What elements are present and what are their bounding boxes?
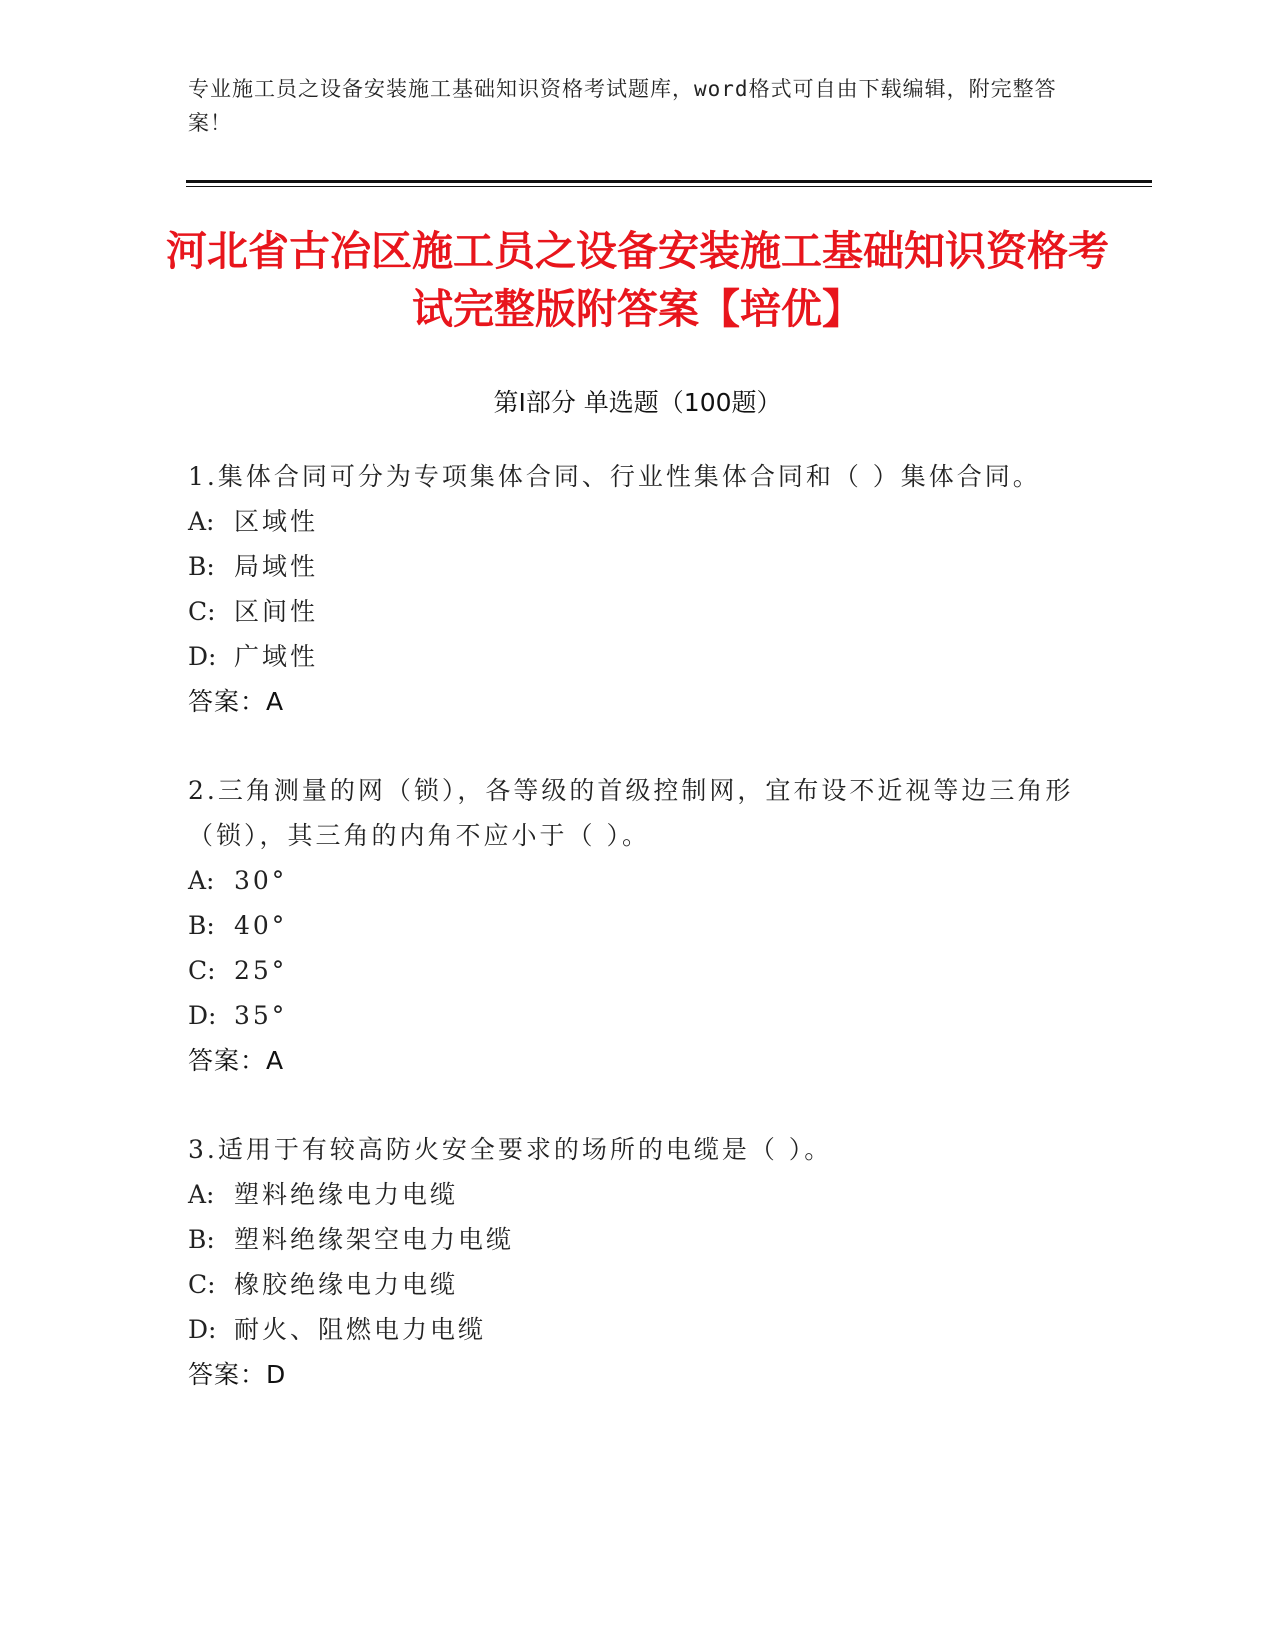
option-key: C:: [188, 956, 216, 985]
option-text: 耐火、阻燃电力电缆: [234, 1315, 487, 1344]
answer-line: 答案：A: [188, 1046, 285, 1075]
option-text: 40°: [234, 911, 288, 940]
header-note: 专业施工员之设备安装施工基础知识资格考试题库，word格式可自由下载编辑，附完整答案！: [188, 77, 1057, 135]
option-c: [188, 589, 1088, 634]
option-b: [188, 903, 1088, 948]
option-text: 30°: [234, 866, 288, 895]
header-divider-thick: [186, 180, 1152, 183]
answer-line: 答案：D: [188, 1360, 287, 1389]
option-key: B:: [188, 552, 215, 581]
header-divider-thin: [186, 186, 1152, 187]
option-text: 区域性: [234, 507, 319, 536]
question-stem: 3.适用于有较高防火安全要求的场所的电缆是（ ）。: [188, 1135, 833, 1164]
option-d: [188, 993, 1088, 1038]
option-text: 25°: [234, 956, 288, 985]
option-key: D:: [188, 1001, 217, 1030]
option-a: [188, 1172, 1088, 1217]
option-text: 广域性: [234, 642, 319, 671]
option-text: 塑料绝缘架空电力电缆: [234, 1225, 515, 1254]
option-key: D:: [188, 642, 217, 671]
option-key: B:: [188, 911, 215, 940]
question-1: [188, 454, 1088, 724]
option-key: D:: [188, 1315, 217, 1344]
option-c: [188, 948, 1088, 993]
option-b: [188, 544, 1088, 589]
option-key: C:: [188, 1270, 216, 1299]
option-d: [188, 1307, 1088, 1352]
option-b: [188, 1217, 1088, 1262]
option-key: A:: [188, 866, 215, 895]
option-a: [188, 499, 1088, 544]
option-key: A:: [188, 1180, 215, 1209]
question-3: [188, 1127, 1088, 1397]
option-c: [188, 1262, 1088, 1307]
option-text: 橡胶绝缘电力电缆: [234, 1270, 459, 1299]
document-title: 河北省古冶区施工员之设备安装施工基础知识资格考试完整版附答案【培优】: [166, 227, 1109, 333]
option-key: B:: [188, 1225, 215, 1254]
option-a: [188, 858, 1088, 903]
question-stem: 1.集体合同可分为专项集体合同、行业性集体合同和（ ）集体合同。: [188, 462, 1041, 491]
option-text: 局域性: [234, 552, 319, 581]
section-heading: 第Ⅰ部分 单选题（100题）: [493, 388, 782, 417]
option-key: A:: [188, 507, 215, 536]
option-text: 塑料绝缘电力电缆: [234, 1180, 459, 1209]
option-key: C:: [188, 597, 216, 626]
option-text: 35°: [234, 1001, 288, 1030]
answer-line: 答案：A: [188, 687, 285, 716]
option-d: [188, 634, 1088, 679]
question-stem: 2.三角测量的网（锁），各等级的首级控制网，宜布设不近视等边三角形（锁），其三角的内角不应小于（ ）。: [188, 776, 1074, 850]
option-text: 区间性: [234, 597, 319, 626]
question-2: [188, 768, 1088, 1083]
